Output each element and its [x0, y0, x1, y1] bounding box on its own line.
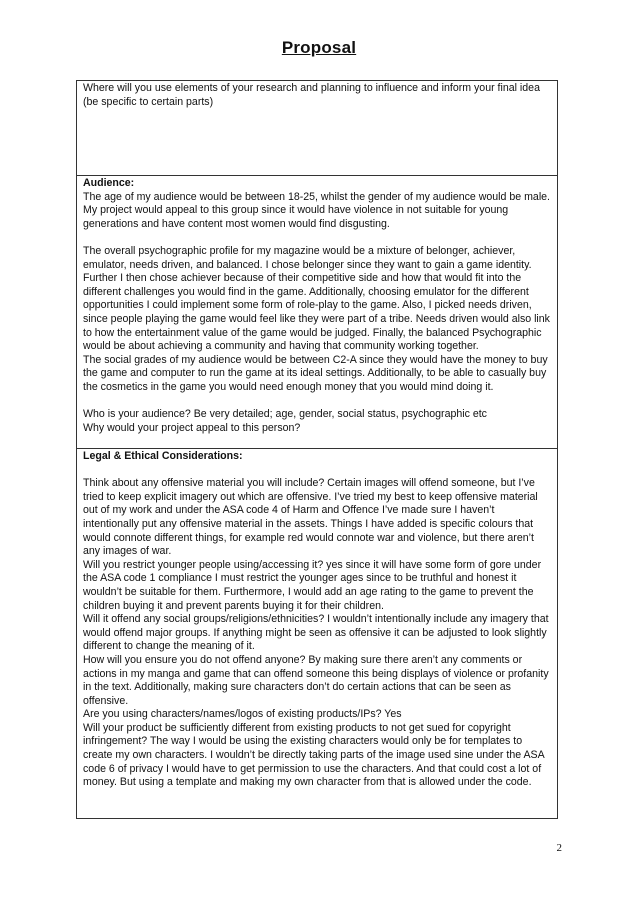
spacer — [83, 464, 553, 478]
audience-paragraph: The overall psychographic profile for my magazine would be a mixture of belonger, achiever, emulator, needs driven, and balanced. I chose belonger since they want to gain a game identity. Further I then chose achiever because of their competitive side and how that would fit into the different challenges you would find in the game. Additionally, choosing emulator for the different opportunities I could implement some form of role-play to the game. Also, I picked needs driven, since people playing the game would feel like they were part of a tribe. Needs driven would also link to how the entertainment value of the game would be judged. Finally, the balanced Psychographic would be about achieving a community and having that community working together. — [83, 244, 550, 353]
legal-ethical-heading: Legal & Ethical Considerations: — [83, 450, 243, 462]
legal-paragraph: Are you using characters/names/logos of existing products/IPs? Yes — [83, 708, 402, 721]
legal-ethical-cell — [77, 449, 557, 818]
audience-heading: Audience: — [83, 177, 135, 189]
audience-question: Who is your audience? Be very detailed; age, gender, social status, psychographic etc — [83, 408, 487, 421]
page-number: 2 — [556, 842, 562, 854]
research-planning-cell — [77, 81, 557, 176]
audience-paragraph: The age of my audience would be between 18-25, whilst the gender of my audience would be male. My project would appeal to this group since it would have violence in not suitable for young generations and have content most women would find disgusting. — [83, 190, 551, 230]
legal-paragraph: Think about any offensive material you will include? Certain images will offend someone, but I’ve tried to keep explicit imagery out which are offensive. I’ve tried my best to keep offensive material out of my work and under the ASA code 4 of Harm and Offence I’ve made sure I haven’t intentionally put any offensive material in the assets. Things I have added is specific colours that would connote different things, for example red would connote war and violence, but there aren’t any images of war. — [83, 477, 538, 558]
legal-paragraph: How will you ensure you do not offend anyone? By making sure there aren’t any comments or actions in my manga and game that can offend someone this being displays of violence or profanity in the text. Additionally, making sure characters don’t do certain actions that can be seen as offensive. — [83, 653, 549, 707]
legal-paragraph: Will you restrict younger people using/accessing it? yes since it will have some form of gore under the ASA code 1 compliance I must restrict the younger ages since to be truthful and honest it wouldn’t be suitable for them. Furthermore, I would add an age rating to the game to prevent the children buying it and prevent parents buying it for their children. — [83, 558, 542, 612]
research-planning-prompt: Where will you use elements of your research and planning to influence and inform your final idea (be specific to certain parts) — [83, 82, 540, 108]
audience-cell — [77, 176, 557, 449]
legal-paragraph: Will it offend any social groups/religions/ethnicities? I wouldn’t intentionally include any imagery that would offend major groups. If anything might be seen as offensive it can be adjusted to look slightly different to change the meaning of it. — [83, 613, 549, 653]
audience-paragraph: The social grades of my audience would be between C2-A since they would have the money to buy the game and computer to run the game at its ideal settings. Additionally, to be able to casually buy the cosmetics in the game you would need enough money that you would mind doing it. — [83, 353, 548, 393]
page-title: Proposal — [281, 38, 357, 57]
proposal-table — [76, 80, 558, 819]
audience-question: Why would your project appeal to this person? — [83, 421, 301, 434]
legal-paragraph: Will your product be sufficiently different from existing products to not get sued for copyright infringement? The way I would be using the existing characters would only be for templates to create my own characters. I wouldn’t be directly taking parts of the image used sine under the ASA code 6 of privacy I would have to get permission to use the characters. And that could cost a lot of money. But using a template and making my own character from that is allowed under the code. — [83, 721, 545, 789]
spacer — [83, 231, 553, 245]
spacer — [83, 395, 553, 409]
